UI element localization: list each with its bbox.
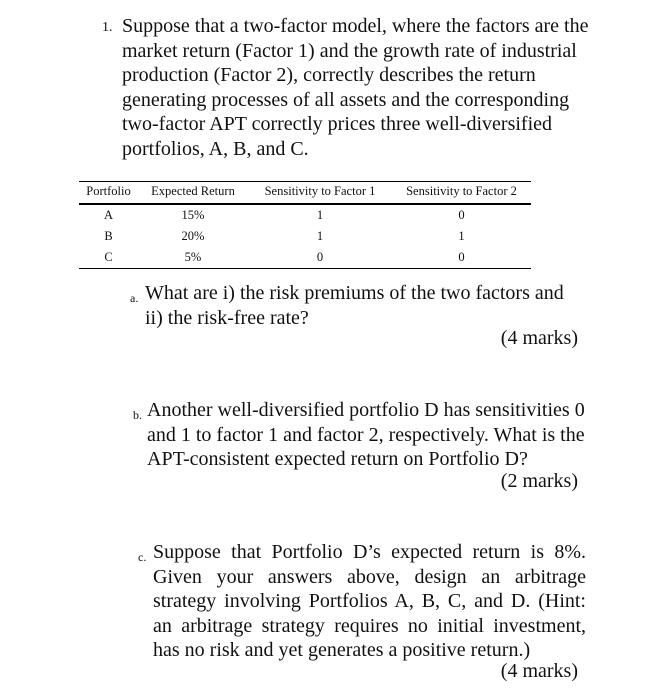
table-cell: 5%	[138, 247, 248, 269]
part-a-label: a.	[130, 291, 139, 305]
table-cell: 0	[392, 247, 531, 269]
table-cell: 0	[458, 208, 465, 222]
table-cell: 1	[316, 229, 324, 243]
table-row	[79, 247, 531, 269]
table-header-cell: Sensitivity to Factor 2	[392, 182, 531, 205]
table-cell: 1	[316, 208, 324, 222]
part-c	[138, 540, 586, 663]
table-cell: 15%	[181, 208, 205, 222]
table-header-cell: Sensitivity to Factor 1	[248, 182, 392, 205]
part-c-text: Suppose that Portfolio D’s expected return is 8%. Given your answers above, design an arbitrage strategy involving Portfolios A, B, C, and D. (Hint: an arbitrage strategy requires no initial investment, has no risk and yet generates a positive return.)	[153, 541, 586, 661]
table-cell: B	[104, 229, 113, 243]
table-cell: C	[79, 247, 138, 269]
question-number: 1.	[102, 20, 113, 35]
question-1	[104, 14, 604, 161]
table-row	[79, 204, 531, 226]
table-header-row	[79, 182, 531, 205]
part-b-text: Another well-diversified portfolio D has sensitivities 0 and 1 to factor 1 and factor 2, respectively. What is the APT-consistent expected return on Portfolio D?	[147, 399, 585, 470]
table-header-cell: Expected Return	[138, 182, 248, 205]
part-b	[133, 398, 585, 472]
part-a-marks: (4 marks)	[500, 327, 578, 349]
table-cell: A	[103, 208, 114, 222]
part-b-label: b.	[133, 408, 142, 422]
part-b-marks: (2 marks)	[500, 470, 578, 492]
table-row	[79, 226, 531, 247]
portfolio-table	[79, 181, 531, 269]
part-a	[130, 281, 580, 330]
part-a-text: What are i) the risk premiums of the two factors and ii) the risk-free rate?	[145, 282, 564, 329]
table-header-cell: Portfolio	[79, 182, 138, 205]
table-cell: 1	[458, 229, 465, 243]
part-c-marks: (4 marks)	[500, 660, 578, 682]
question-text: Suppose that a two-factor model, where the factors are the market return (Factor 1) and the growth rate of industrial production (Factor 2), correctly describes the return generating processes of all assets and the corresponding two-factor APT correctly prices three well-diversified portfolios, A, B, and C.	[122, 15, 589, 160]
part-c-label: c.	[138, 550, 147, 564]
table-cell: 0	[248, 247, 392, 269]
table-cell: 20%	[181, 229, 205, 243]
